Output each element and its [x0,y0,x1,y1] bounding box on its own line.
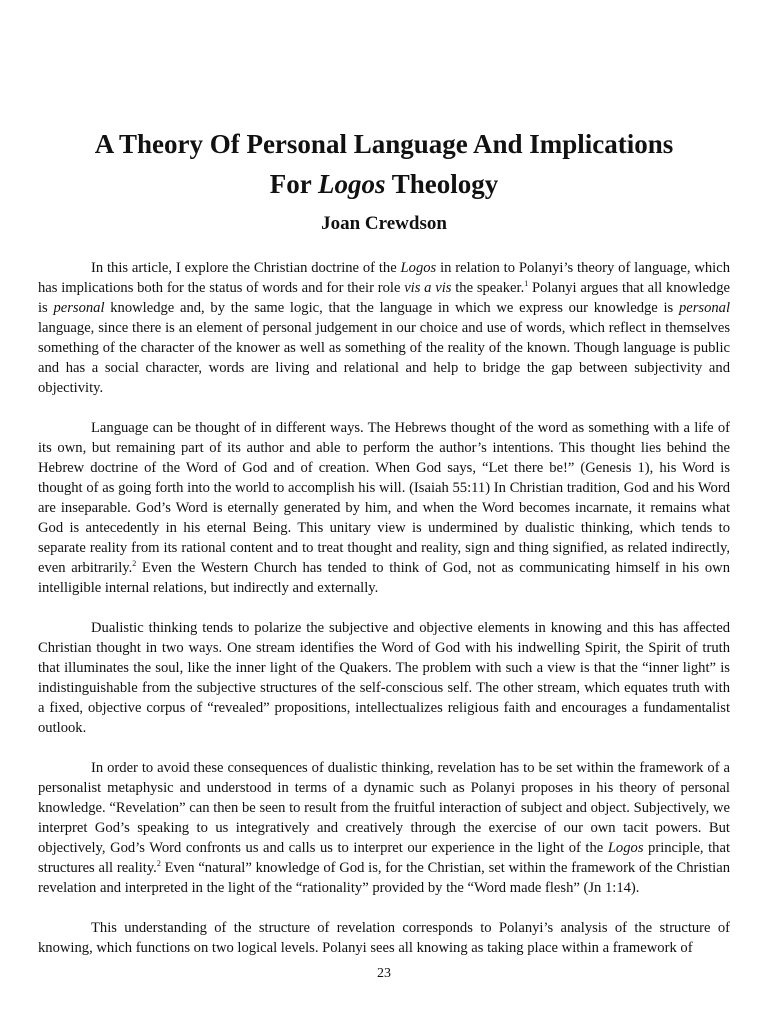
paragraph-text: in relation to Polanyi’s theory of language, which has implications both for the status of words and for their role [38,260,731,296]
paragraph-text: In order to avoid these consequences of dualistic thinking, revelation has to be set within the framework of a personalist metaphysic and understood in terms of a dynamic such as Polanyi proposes in his theory of personal knowledge. “Revelation” can then be seen to result from the fruitful interaction of subject and object. Subjectively, we interpret God’s speaking to us integratively and creatively through the exercise of our own tacit powers. But objectively, God’s Word confronts us and calls us to interpret our experience in the light of the [38,760,730,856]
italic-text: personal [53,300,105,316]
paragraph-text: Even “natural” knowledge of God is, for the Christian, set within the framework of the Christian revelation and interpreted in the light of the “rationality” provided by the “Word made flesh” (Jn 1:14). [38,860,730,896]
body-paragraph [38,918,730,958]
page-number: 23 [377,966,391,981]
paragraph-text: Polanyi argues that all knowledge is [38,280,730,316]
italic-text: personal [678,300,731,316]
title-theology: Theology [385,169,499,199]
paragraph-text: language, since there is an element of personal judgement in our choice and use of words, which reflect in themselves something of the character of the knower as well as something of the reality of the known. Though language is public and has a social character, words are living and relational and help to bridge the gap between subjectivity and objectivity. [38,320,730,396]
body-paragraph [38,258,730,398]
title-for: For [269,169,318,199]
paragraph-text: Language can be thought of in different ways. The Hebrews thought of the word as something with a life of its own, but remaining part of its author and able to perform the author’s intentions. This thought lies behind the Hebrew doctrine of the Word of God and of creation. When God says, “Let there be!” (Genesis 1), his Word is thought of as going forth into the world to accomplish his will. (Isaiah 55:11) In Christian tradition, God and his Word are inseparable. God’s Word is eternally generated by him, and when the Word becomes incarnate, it remains what God is antecedently in his eternal Being. This unitary view is undermined by dualistic thinking, which tends to separate reality from its rational content and to treat thought and reality, sign and thing signified, as related indirectly, even arbitrarily. [38,420,730,576]
article-body [38,258,730,978]
body-paragraph [38,618,730,738]
paragraph-text: the speaker. [451,280,525,296]
italic-text: Logos [400,260,437,276]
title-logos: Logos [317,169,386,199]
body-paragraph [38,758,730,898]
paragraph-text: Dualistic thinking tends to polarize the subjective and objective elements in knowing and this has affected Christian thought in two ways. One stream identifies the Word of God with his indwelling Spirit, the Spirit of truth that illuminates the soul, like the inner light of the Quakers. The problem with such a view is that the “inner light” is indistinguishable from the subjective structures of the self-conscious self. The other stream, which equates truth with a fixed, objective corpus of “revealed” propositions, intellectualizes religious faith and encourages a fundamentalist outlook. [38,620,730,736]
paragraph-text: Even the Western Church has tended to think of God, not as communicating himself in his own intelligible internal relations, but indirectly and externally. [38,560,730,596]
footnote-ref: 2 [156,859,161,869]
paragraph-text: This understanding of the structure of revelation corresponds to Polanyi’s analysis of the structure of knowing, which functions on two logical levels. Polanyi sees all knowing as taking place within a framework of [38,920,730,956]
title-line-1: A Theory Of Personal Language And Implications [94,129,674,159]
paragraph-text: principle, that structures all reality. [38,840,731,876]
body-paragraph [38,418,730,598]
paragraph-text: In this article, I explore the Christian doctrine of the [91,260,401,276]
footnote-ref: 1 [524,279,529,289]
article-title [38,124,730,204]
italic-text: vis a vis [404,280,452,296]
author-name: Joan Crewdson [321,213,447,234]
italic-text: Logos [607,840,644,856]
paragraph-text: knowledge and, by the same logic, that the language in which we express our knowledge is [104,300,679,316]
footnote-ref: 2 [132,559,137,569]
